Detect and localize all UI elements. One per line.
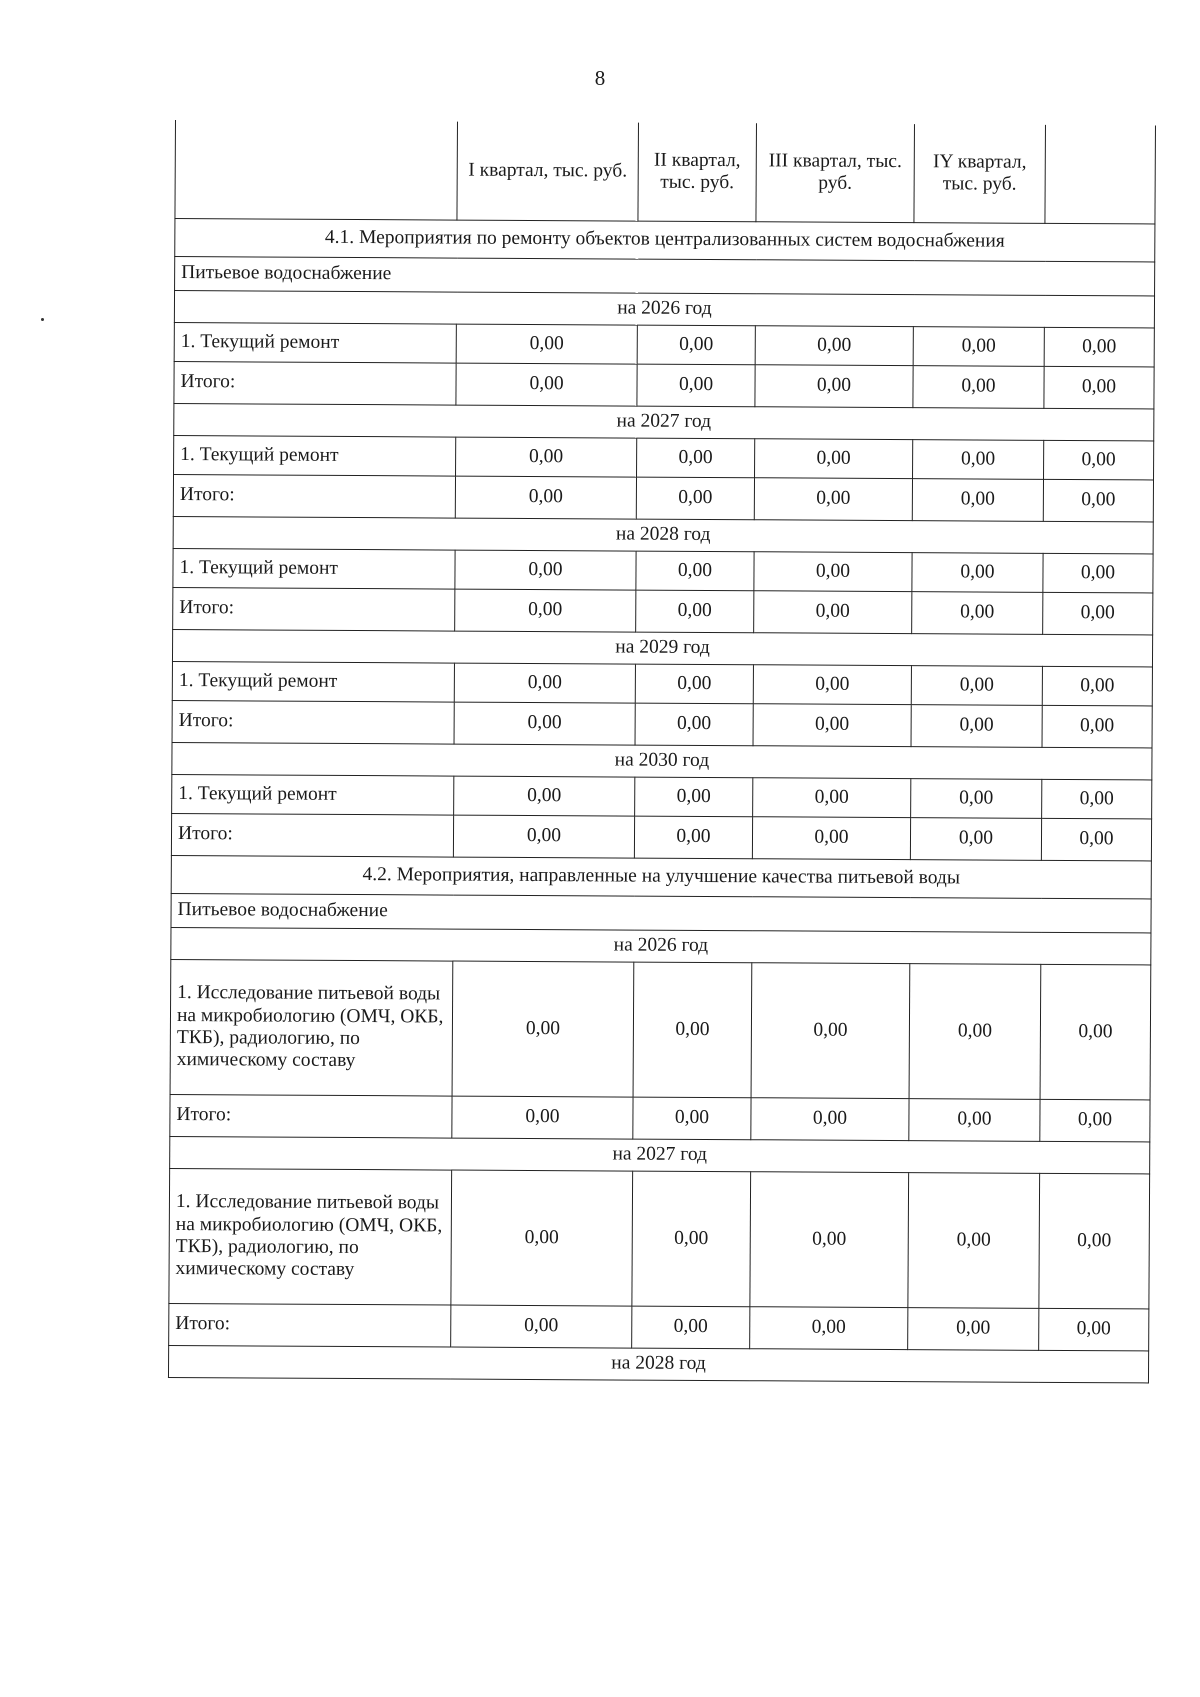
value-cell: 0,00: [454, 702, 635, 745]
value-cell: 0,00: [636, 477, 754, 520]
value-cell: 0,00: [754, 552, 912, 592]
value-cell: 0,00: [750, 1172, 909, 1308]
page-number: 8: [594, 66, 606, 90]
budget-table: [168, 120, 1156, 1383]
row-label: Итого:: [169, 1303, 451, 1347]
value-cell: 0,00: [636, 590, 754, 633]
table-row: [172, 661, 1152, 705]
table-row: [170, 959, 1151, 1099]
total-row: [173, 474, 1153, 521]
value-cell: 0,00: [753, 665, 911, 705]
value-cell: 0,00: [1040, 1099, 1150, 1142]
value-cell: 0,00: [452, 1096, 633, 1139]
row-label: 1. Текущий ремонт: [173, 548, 455, 589]
row-label: 1. Текущий ремонт: [172, 661, 454, 702]
value-cell: 0,00: [911, 779, 1042, 819]
section-title-row: [175, 219, 1155, 262]
value-cell: 0,00: [913, 366, 1044, 409]
value-cell: 0,00: [1041, 818, 1151, 861]
value-cell: 0,00: [1042, 666, 1152, 706]
value-cell: 0,00: [1042, 779, 1152, 819]
total-row: [172, 700, 1152, 747]
value-cell: 0,00: [751, 1098, 909, 1141]
year-label: на 2026 год: [174, 291, 1154, 328]
value-cell: 0,00: [634, 816, 752, 859]
table-header-row: [175, 120, 1156, 224]
value-cell: 0,00: [1043, 479, 1153, 522]
total-row: [171, 813, 1151, 860]
value-cell: 0,00: [456, 363, 637, 406]
value-cell: 0,00: [637, 364, 755, 407]
value-cell: 0,00: [909, 1099, 1040, 1142]
value-cell: 0,00: [1039, 1173, 1150, 1309]
row-label: Итого:: [173, 587, 455, 631]
value-cell: 0,00: [908, 1308, 1039, 1351]
value-cell: 0,00: [911, 705, 1042, 748]
value-cell: 0,00: [1043, 592, 1153, 635]
value-cell: 0,00: [911, 666, 1042, 706]
value-cell: 0,00: [455, 476, 636, 519]
section-subtitle-row: [175, 257, 1155, 296]
row-label: Итого:: [174, 361, 456, 405]
scan-speck: [41, 318, 44, 321]
row-label: Итого:: [173, 474, 455, 518]
value-cell: 0,00: [913, 440, 1044, 480]
year-label: на 2027 год: [174, 403, 1154, 440]
row-label: Итого:: [172, 700, 454, 744]
value-cell: 0,00: [455, 550, 636, 590]
total-row: [173, 587, 1153, 634]
value-cell: 0,00: [750, 1307, 908, 1350]
value-cell: 0,00: [753, 704, 911, 747]
value-cell: 0,00: [456, 324, 637, 364]
value-cell: 0,00: [632, 1306, 750, 1349]
value-cell: 0,00: [637, 325, 755, 365]
value-cell: 0,00: [908, 1173, 1040, 1309]
section-title-row: [171, 855, 1151, 898]
row-label: Итого:: [171, 813, 453, 857]
year-label: на 2026 год: [171, 927, 1151, 964]
value-cell: 0,00: [913, 327, 1044, 367]
table-row: [174, 322, 1154, 366]
value-cell: 0,00: [451, 1305, 632, 1348]
value-cell: 0,00: [755, 439, 913, 479]
year-label: на 2029 год: [172, 629, 1152, 666]
header-total: [1045, 125, 1156, 224]
year-row: [168, 1345, 1148, 1382]
value-cell: 0,00: [1039, 1308, 1149, 1351]
value-cell: 0,00: [1044, 327, 1154, 367]
year-label: на 2028 год: [168, 1345, 1148, 1382]
table-row: [169, 1168, 1150, 1308]
value-cell: 0,00: [1044, 440, 1154, 480]
value-cell: 0,00: [912, 479, 1043, 522]
row-label: 1. Исследование питьевой воды на микробиологию (ОМЧ, ОКБ, ТКБ), радиологию, по химическому составу: [170, 959, 453, 1096]
row-label: Итого:: [170, 1094, 452, 1138]
header-q1: I квартал, тыс. руб.: [457, 122, 639, 222]
value-cell: 0,00: [1044, 366, 1154, 409]
section-title: 4.2. Мероприятия, направленные на улучшение качества питьевой воды: [171, 855, 1151, 898]
total-row: [170, 1094, 1150, 1141]
value-cell: 0,00: [910, 818, 1041, 861]
value-cell: 0,00: [909, 964, 1041, 1100]
header-q2: II квартал, тыс. руб.: [638, 123, 757, 222]
value-cell: 0,00: [754, 478, 912, 521]
year-label: на 2030 год: [172, 742, 1152, 779]
section-subtitle: Питьевое водоснабжение: [171, 893, 1151, 932]
row-label: 1. Текущий ремонт: [174, 435, 456, 476]
value-cell: 0,00: [635, 777, 753, 817]
value-cell: 0,00: [755, 326, 913, 366]
header-q3: III квартал, тыс. руб.: [756, 123, 915, 222]
value-cell: 0,00: [455, 589, 636, 632]
value-cell: 0,00: [753, 778, 911, 818]
value-cell: 0,00: [454, 776, 635, 816]
value-cell: 0,00: [632, 1171, 751, 1307]
row-label: 1. Текущий ремонт: [172, 774, 454, 815]
value-cell: 0,00: [754, 591, 912, 634]
value-cell: 0,00: [636, 551, 754, 591]
row-label: 1. Исследование питьевой воды на микробиологию (ОМЧ, ОКБ, ТКБ), радиологию, по химическому составу: [169, 1168, 452, 1305]
value-cell: 0,00: [633, 1097, 751, 1140]
section-subtitle-row: [171, 893, 1151, 932]
table-row: [174, 435, 1154, 479]
value-cell: 0,00: [751, 963, 910, 1099]
value-cell: 0,00: [635, 703, 753, 746]
value-cell: 0,00: [1042, 705, 1152, 748]
value-cell: 0,00: [755, 365, 913, 408]
value-cell: 0,00: [453, 815, 634, 858]
value-cell: 0,00: [633, 962, 752, 1098]
year-label: на 2027 год: [170, 1136, 1150, 1173]
header-cell-blank: [175, 120, 458, 220]
total-row: [169, 1303, 1149, 1350]
table-row: [173, 548, 1153, 592]
row-label: 1. Текущий ремонт: [174, 322, 456, 363]
value-cell: 0,00: [454, 663, 635, 703]
value-cell: 0,00: [635, 664, 753, 704]
value-cell: 0,00: [752, 817, 910, 860]
header-q4: IY квартал, тыс. руб.: [914, 124, 1046, 223]
value-cell: 0,00: [1040, 964, 1151, 1100]
section-title: 4.1. Мероприятия по ремонту объектов централизованных систем водоснабжения: [175, 219, 1155, 262]
value-cell: 0,00: [452, 961, 634, 1097]
value-cell: 0,00: [456, 437, 637, 477]
section-subtitle: Питьевое водоснабжение: [175, 257, 1155, 296]
value-cell: 0,00: [1043, 553, 1153, 593]
value-cell: 0,00: [912, 553, 1043, 593]
value-cell: 0,00: [637, 438, 755, 478]
value-cell: 0,00: [451, 1170, 633, 1306]
total-row: [174, 361, 1154, 408]
year-label: на 2028 год: [173, 516, 1153, 553]
value-cell: 0,00: [912, 592, 1043, 635]
table-row: [172, 774, 1152, 818]
